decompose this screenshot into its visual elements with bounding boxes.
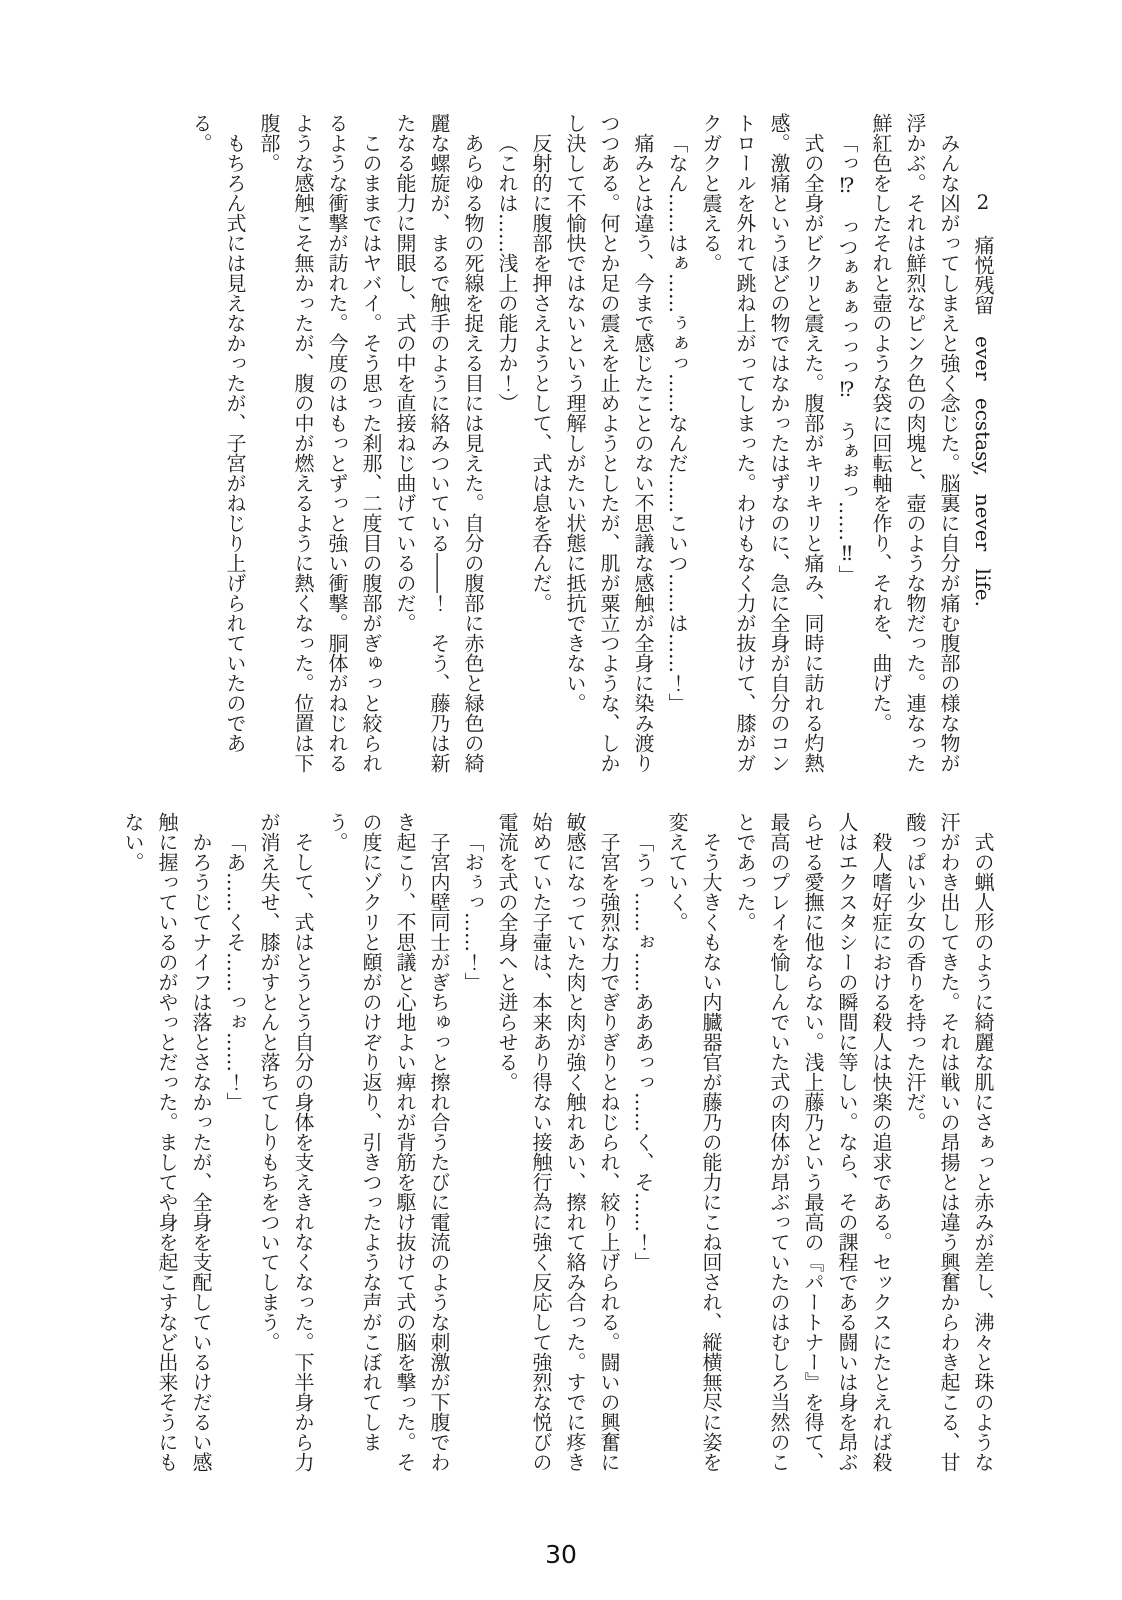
paragraph-dialogue: 「っ⁉ っつぁぁぁっっっ⁉ うぁぉっ……‼」 [835, 133, 859, 585]
paragraph: 反射的に腹部を押さえようとして、式は息を呑んだ。 [529, 133, 553, 613]
paragraph: 痛みとは違う、今まで感じたことのない不思議な感触が全身に染み渡りつつある。何とか足の震えを止めようとしたが、肌が粟立つような、しかし決して不愉快ではないという理解しがたい状態に抵抗できない。 [563, 113, 655, 773]
text-section-top [92, 113, 1000, 777]
paragraph: 子宮を強烈な力でぎりぎりとねじられ、絞り上げられる。闘いの興奮に敏感になっていた肉と肉が強く触れあい、擦れて絡み合った。すでに疼き始めていた子壷は、本来あり得ない接触行為に強く反応して強烈な悦びの電流を式の全身へと迸らせる。 [495, 812, 621, 1472]
paragraph-dialogue: 「なん……はぁ……ぅぁっ……なんだ……こいつ……は……！」 [665, 133, 689, 713]
paragraph: もちろん式には見えなかったが、子宮がねじり上げられていたのである。 [189, 113, 247, 753]
chapter-number: 2 [971, 190, 995, 214]
paragraph: そして、式はとうとう自分の身体を支えきれなくなった。下半身から力が消え失せ、膝がすとんと落ちてしりもちをついてしまう。 [257, 812, 315, 1472]
paragraph: みんな凶がってしまえと強く念じた。脳裏に自分が痛む腹部の様な物が浮かぶ。それは鮮烈なピンク色の肉塊と、壺のような物だった。連なった鮮紅色をしたそれと壺のような袋に回転軸を作り、それを、曲げた。 [869, 113, 961, 773]
paragraph: 殺人嗜好症における殺人は快楽の追求である。セックスにたとえれば殺人はエクスタシーの瞬間に等しい。なら、その課程である闘いは身を昂ぶらせる愛撫に他ならない。浅上藤乃という最高の『パートナー』を得て、最高のプレイを愉しんでいた式の肉体が昂ぶっていたのはむしろ当然のことであった。 [733, 812, 893, 1472]
page-number: 30 [545, 1540, 577, 1569]
paragraph: 式の全身がビクリと震えた。腹部がキリキリと痛み、同時に訪れる灼熱感。激痛というほどの物ではなかったはずなのに、急に全身が自分のコントロールを外れて跳ね上がってしまった。わけもなく力が抜けて、膝がガクガクと震える。 [699, 113, 825, 773]
chapter-title-jp: 痛悦残留 [971, 235, 995, 315]
paragraph-dialogue: 「うっ……ぉ……あああっっ……く、そ……！」 [631, 832, 655, 1272]
paragraph: そう大きくもない内臓器官が藤乃の能力にこね回され、縦横無尽に姿を変えていく。 [665, 812, 723, 1472]
paragraph: 子宮内壁同士がぎちゅっと擦れ合うたびに電流のような刺激が下腹でわき起こり、不思議と心地よい痺れが背筋を駆け抜けて式の脳を撃った。その度にゾクリと頤がのけぞり返り、引きつったような声がこぼれてしまう。 [325, 812, 451, 1472]
paragraph: あらゆる物の死線を捉える目には見えた。自分の腹部に赤色と緑色の綺麗な螺旋が、まるで触手のように絡みついている――！ そう、藤乃は新たなる能力に開眼し、式の中を直接ねじ曲げているのだ。 [393, 113, 485, 773]
paragraph: 式の蝋人形のように綺麗な肌にさぁっと赤みが差し、沸々と珠のような汗がわき出してきた。それは戦いの昂揚とは違う興奮からわき起こる、甘酸っぱい少女の香りを持った汗だ。 [903, 812, 995, 1472]
chapter-heading [966, 113, 1000, 777]
paragraph: かろうじてナイフは落とさなかったが、全身を支配しているけだるい感触に握っているのがやっとだった。ましてや身を起こすなど出来そうにもない。 [121, 812, 213, 1472]
paragraph-dialogue: 「おぅっ……！」 [461, 832, 485, 992]
paragraph: このままではヤバイ。そう思った刹那、二度目の腹部がぎゅっと絞られるような衝撃が訪れた。今度のはもっとずっと強い衝撃。胴体がねじれるような感触こそ無かったが、腹の中が燃えるように熱くなった。位置は下腹部。 [257, 113, 383, 773]
paragraph-thought: （これは……浅上の能力か！） [495, 133, 519, 413]
paragraph-dialogue: 「あ……くそ……っぉ……！」 [223, 832, 247, 1112]
chapter-title-en: ever ecstasy, never life. [971, 336, 995, 607]
text-section-bottom [92, 812, 1000, 1476]
